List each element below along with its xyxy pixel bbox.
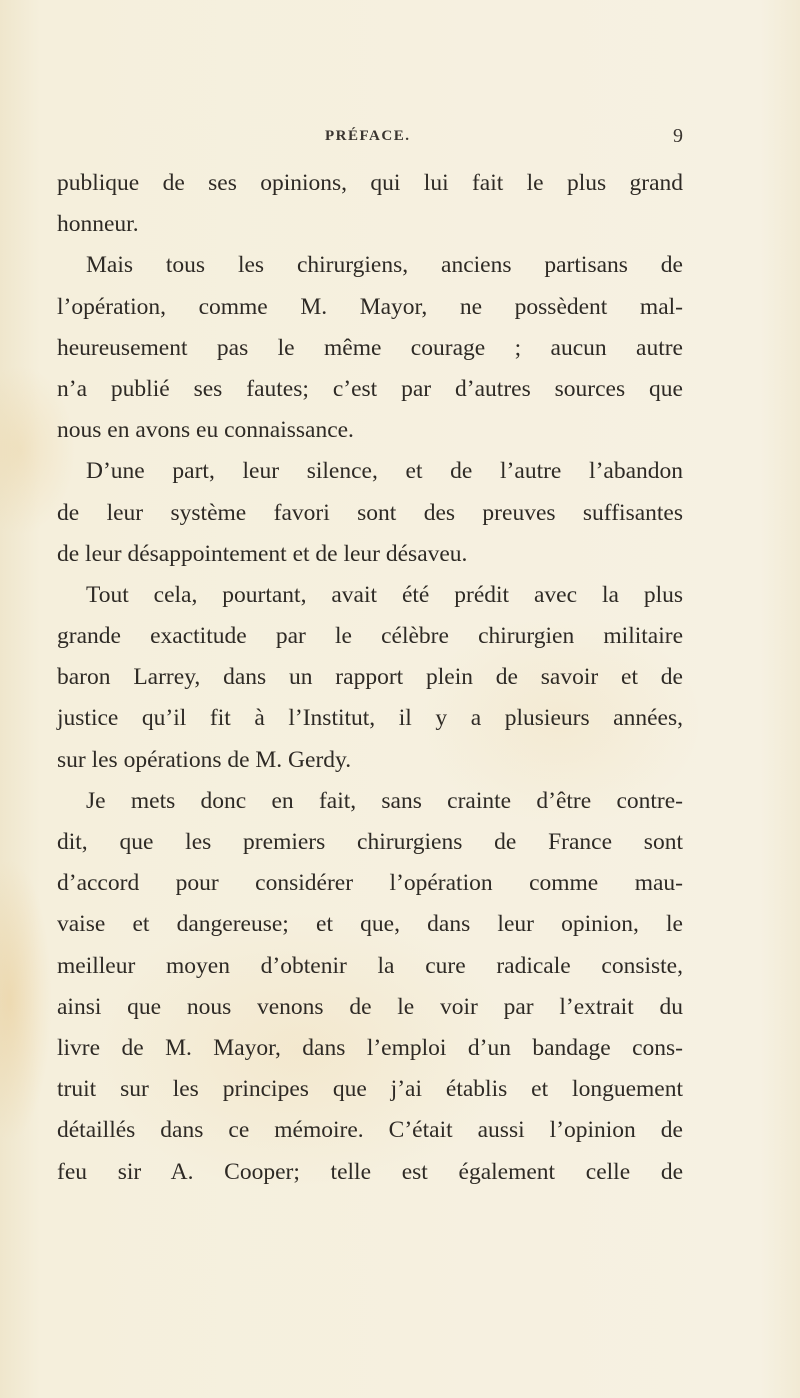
text-line: d’accord pour considérer l’opération comme mau- — [57, 870, 683, 897]
text-line: Tout cela, pourtant, avait été prédit avec la plus — [86, 581, 683, 608]
text-line: l’opération, comme M. Mayor, ne possèdent mal- — [57, 293, 683, 320]
text-line: vaise et dangereuse; et que, dans leur opinion, le — [57, 911, 683, 938]
text-line: heureusement pas le même courage ; aucun autre — [57, 334, 683, 361]
page-number: 9 — [673, 125, 683, 147]
text-line: sur les opérations de M. Gerdy. — [57, 746, 352, 773]
text-line: truit sur les principes que j’ai établis et longuement — [57, 1076, 683, 1103]
running-title: PRÉFACE. — [325, 128, 411, 144]
text-line: de leur désappointement et de leur désaveu. — [57, 540, 468, 567]
text-line: de leur système favori sont des preuves suffisantes — [57, 499, 683, 526]
text-line: justice qu’il fit à l’Institut, il y a plusieurs années, — [57, 705, 683, 732]
text-line: n’a publié ses fautes; c’est par d’autres sources que — [57, 375, 683, 402]
text-line: Je mets donc en fait, sans crainte d’être contre- — [86, 787, 683, 814]
text-line: Mais tous les chirurgiens, anciens partisans de — [86, 252, 683, 279]
text-line: nous en avons eu connaissance. — [57, 417, 354, 444]
text-line: dit, que les premiers chirurgiens de France sont — [57, 829, 683, 855]
text-line: feu sir A. Cooper; telle est également celle de — [57, 1158, 683, 1185]
text-line: grande exactitude par le célèbre chirurgien militaire — [57, 623, 683, 650]
text-line: ainsi que nous venons de le voir par l’extrait du — [57, 993, 683, 1020]
text-line: livre de M. Mayor, dans l’emploi d’un bandage cons- — [57, 1034, 683, 1061]
text-line: meilleur moyen d’obtenir la cure radicale consiste, — [57, 952, 683, 979]
text-line: baron Larrey, dans un rapport plein de savoir et de — [57, 664, 683, 691]
body-text — [57, 163, 683, 1193]
text-line: D’une part, leur silence, et de l’autre l’abandon — [86, 458, 683, 485]
running-head — [57, 125, 683, 152]
text-line: honneur. — [57, 211, 139, 238]
text-line: publique de ses opinions, qui lui fait le plus grand — [57, 170, 683, 196]
text-line: détaillés dans ce mémoire. C’était aussi l’opinion de — [57, 1117, 683, 1144]
